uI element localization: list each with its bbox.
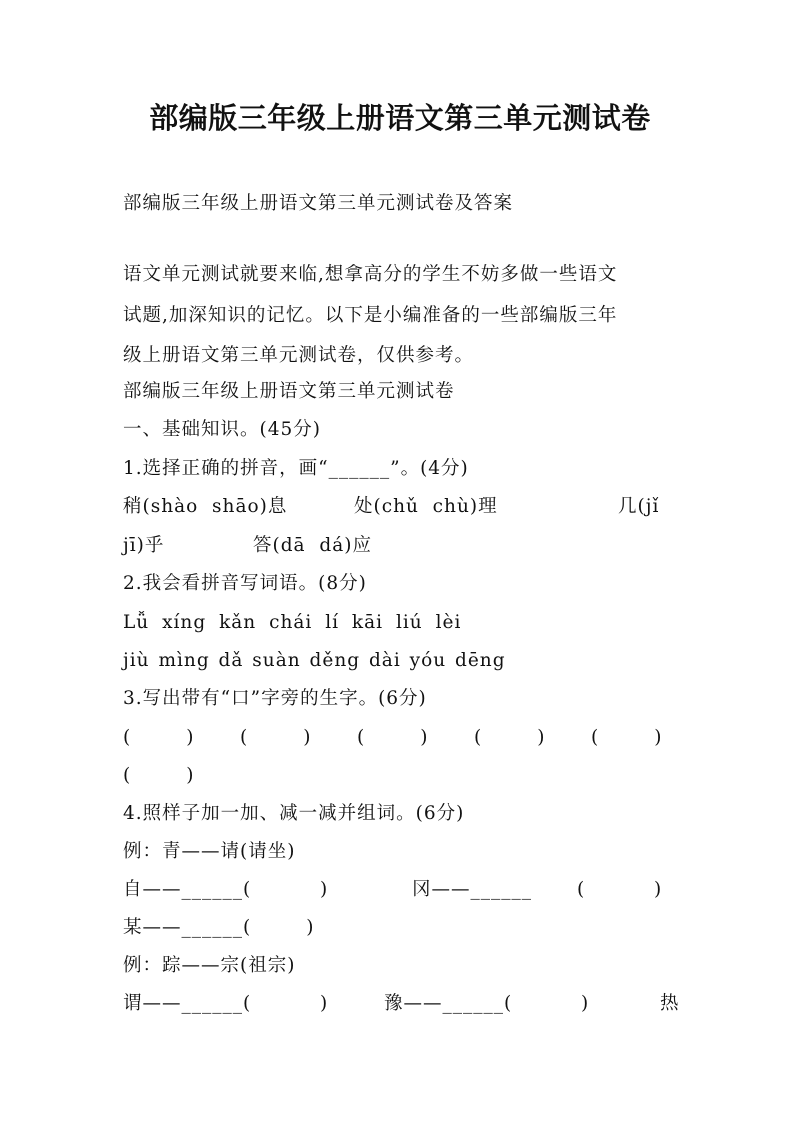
document-subtitle: 部编版三年级上册语文第三单元测试卷及答案	[123, 193, 514, 214]
q3-blank: ( )	[123, 765, 195, 786]
intro-line-3: 级上册语文第三单元测试卷，仅供参考。	[123, 345, 475, 366]
q4-item-3: 某——______( )	[123, 917, 315, 938]
intro-line-1: 语文单元测试就要来临,想拿高分的学生不妨多做一些语文	[123, 264, 618, 285]
intro-line-2: 试题,加深知识的记忆。以下是小编准备的一些部编版三年	[123, 305, 618, 326]
question-4-title: 4.照样子加一加、减一减并组词。(6分)	[123, 803, 465, 824]
q4-item-2-blank: ( )	[577, 879, 663, 900]
question-3-title: 3.写出带有“口”字旁的生字。(6分)	[123, 688, 427, 709]
q4-item-1: 自——______( )	[123, 879, 329, 900]
exam-title: 部编版三年级上册语文第三单元测试卷	[123, 381, 455, 402]
q3-blank: ( )	[357, 727, 429, 748]
q1-option-3-start: 几(jǐ	[618, 496, 660, 517]
q1-option-2: 处(chǔ chù)理	[354, 496, 498, 517]
section-basic-knowledge: 一、基础知识。(45分)	[123, 419, 321, 440]
question-2-title: 2.我会看拼音写词语。(8分)	[123, 573, 367, 594]
q2-pinyin-line-2: jiù mìng dǎ suàn děng dài yóu dēng	[123, 650, 506, 671]
q3-blank: ( )	[474, 727, 546, 748]
q4-example-2: 例：踪——宗(祖宗)	[123, 955, 296, 976]
q2-pinyin-line-1: Lǚ xíng kǎn chái lí kāi liú lèi	[123, 612, 462, 633]
q3-blank: ( )	[591, 727, 663, 748]
q1-option-1: 稍(shào shāo)息	[123, 496, 288, 517]
q4-item-4: 谓——______( )	[123, 993, 329, 1014]
question-1-title: 1.选择正确的拼音，画“______”。(4分)	[123, 458, 469, 479]
q1-option-4: 答(dā dá)应	[253, 535, 372, 556]
document-title: 部编版三年级上册语文第三单元测试卷	[149, 101, 651, 135]
q4-item-5: 豫——______( )	[384, 993, 590, 1014]
q4-example-1: 例：青——请(请坐)	[123, 841, 296, 862]
q3-blank: ( )	[123, 727, 195, 748]
q4-item-6-start: 热	[660, 993, 680, 1014]
q4-item-2: 冈——______	[412, 879, 533, 900]
q3-blank: ( )	[240, 727, 312, 748]
q1-option-3-end: jī)乎	[123, 535, 165, 556]
